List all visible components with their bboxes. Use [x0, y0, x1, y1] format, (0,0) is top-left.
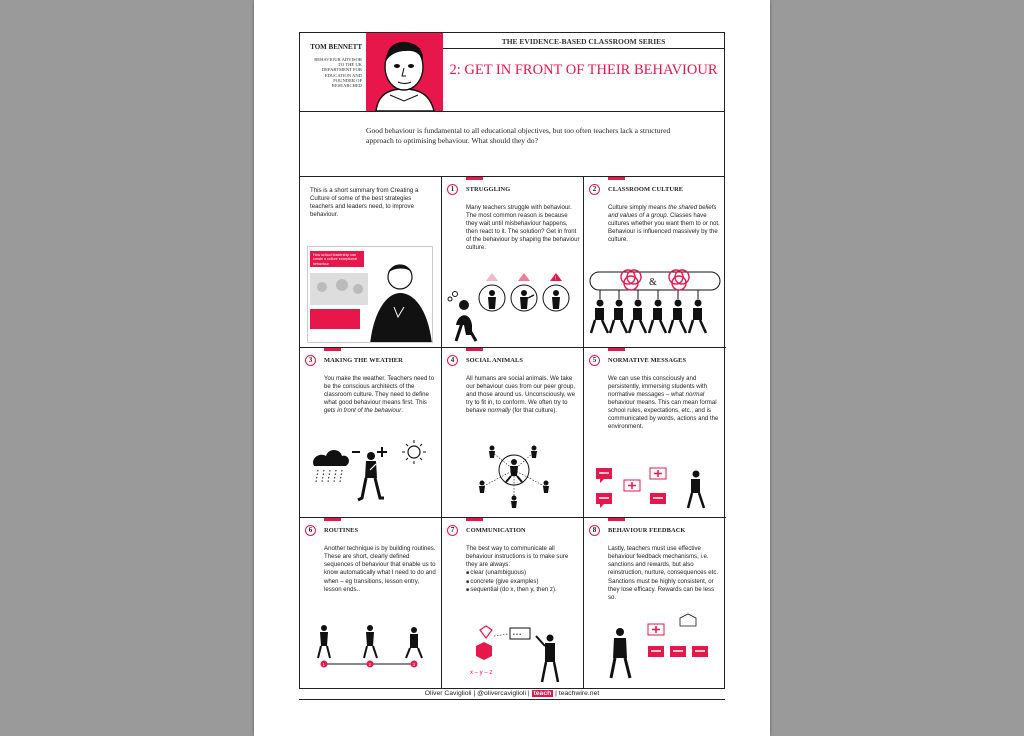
cell-struggling [442, 177, 584, 348]
cell-title: MAKING THE WEATHER [324, 356, 403, 364]
communication-illustration [442, 518, 584, 689]
speech-bubble-icon [596, 468, 612, 483]
list-item: ■ concrete (give examples) [466, 578, 580, 586]
svg-text:!: ! [555, 276, 557, 282]
footer-separator: | [527, 690, 532, 697]
document-page [254, 0, 770, 736]
cell-body-emphasis: normally [487, 406, 511, 414]
plus-icon [377, 447, 387, 457]
cell-behaviour-feedback [584, 518, 726, 689]
gem-icon [480, 626, 492, 638]
sequence-label: x – y – z [470, 670, 493, 677]
step-number: 4 [447, 355, 458, 366]
series-name: THE EVIDENCE-BASED CLASSROOM SERIES [501, 37, 666, 46]
cell-body-text: The best way to communicate all behaviour instructions is to make sure they are always: [466, 545, 569, 569]
cell-title: CLASSROOM CULTURE [608, 186, 684, 193]
poster-header [299, 32, 725, 112]
struggling-illustration [442, 177, 584, 348]
summary-cell [300, 177, 442, 348]
step-label: 1 [322, 662, 326, 668]
cell-title: BEHAVIOUR FEEDBACK [608, 527, 686, 535]
cell-title: STRUGGLING [466, 186, 511, 193]
list-item: ■ sequential (do x, then y, then z). [466, 586, 580, 594]
intro-text: Good behaviour is fundamental to all educational objectives, but too often teachers lack a structured approach to optimising behaviour. What should they do? [366, 126, 671, 145]
step-number: 8 [589, 525, 600, 536]
cell-body: Another technique is by building routines. These are short, clearly defined sequences of behaviour that enable us to know automatically what I need to do and when – eg transitions, lesson entry, lesson ends.. [324, 545, 436, 593]
cell-body-text: Culture simply means [608, 204, 669, 211]
cell-body-text: behaviour means. This can mean formal school rules, expectations, etc., and is communicated by words, actions and the environment. [608, 398, 719, 431]
cell-body: Lastly, teachers must use effective behaviour feedback mechanisms, i.e. sanctions and rewards, but also reinstruction, nurture, consequences etc. Sanctions must be highly consistent, or they lose efficacy. Rewards can be less so. [608, 545, 719, 601]
teach-logo: teach [533, 690, 552, 697]
author-name: TOM BENNETT [310, 43, 362, 51]
cell-body-text: . [401, 406, 403, 414]
summary-text: This is a short summary from Creating a Culture of some of the best strategies teachers and leaders need, to improve behaviour. [310, 187, 419, 219]
cell-body-text: . Classes have cultures whether you want them to or not. Behaviour is influenced massively by the culture. [608, 212, 720, 244]
footer-separator: | [555, 690, 559, 697]
footer-site: teachwire.net [558, 690, 600, 697]
sun-icon [402, 440, 426, 464]
step-number: 7 [447, 525, 458, 536]
cell-routines [300, 518, 442, 689]
cell-title: COMMUNICATION [466, 527, 526, 535]
cell-body-text: All humans are social animals. We take our behaviour cues from our peer group, and those around us. Unconsciously, we try to fit in, to conform. We often try to behave [466, 374, 576, 414]
step-label: 3 [412, 662, 416, 668]
routines-illustration [300, 518, 442, 689]
svg-text:• • •: • • • [513, 632, 522, 639]
cell-classroom-culture [584, 177, 726, 348]
book-cover [307, 246, 433, 343]
cell-communication [442, 518, 584, 689]
cell-body-emphasis: the shared beliefs and values of a group [608, 204, 717, 220]
feedback-illustration [584, 518, 726, 689]
cell-body: Many teachers struggle with behaviour. The most common reason is because they wait until misbehaviour happens, then react to it. The solution? Get in front of the behaviour by shaping the behaviour culture. [466, 204, 580, 252]
social-illustration [442, 348, 584, 519]
list-item: ■ clear (unambiguous) [466, 569, 580, 577]
poster [299, 32, 725, 702]
weather-illustration [300, 348, 442, 519]
messages-illustration [584, 348, 726, 519]
footer-separator: | [473, 690, 478, 697]
portrait-drawing [366, 33, 443, 111]
step-label: 2 [368, 662, 372, 668]
footer-handle: @olivercaviglioli [477, 690, 526, 697]
page-title: 2: GET IN FRONT OF THEIR BEHAVIOUR [449, 62, 718, 78]
divider [443, 48, 725, 49]
step-number: 1 [447, 184, 458, 195]
step-number: 5 [589, 355, 600, 366]
cell-body-text: We can use this consciously and persistently, immersing students with normative messages – what [608, 374, 708, 398]
content-grid [299, 177, 725, 689]
cell-body-text: (for that culture). [510, 406, 558, 414]
culture-illustration [584, 177, 726, 348]
cell-title: NORMATIVE MESSAGES [608, 356, 687, 364]
cell-title: SOCIAL ANIMALS [466, 356, 523, 364]
cell-social-animals [442, 348, 584, 519]
ampersand: & [649, 277, 657, 288]
cell-body-emphasis: normal [685, 390, 705, 398]
intro-panel [299, 112, 725, 177]
footer-author: Oliver Caviglioli [424, 690, 472, 697]
book-banner: How school leadership can create a culture exceptional behaviour [310, 251, 364, 267]
step-number: 3 [305, 355, 316, 366]
box-icon [476, 642, 492, 660]
cell-body-text: You make the weather. Teachers need to be the conscious architects of the classroom culture. They need to define what good behaviour means first. This [324, 374, 435, 406]
author-block [300, 33, 366, 111]
cell-normative-messages [584, 348, 726, 519]
footer [299, 687, 725, 700]
cell-body-emphasis: gets in front of the behaviour [324, 406, 402, 414]
step-number: 2 [589, 184, 600, 195]
book-cover-art [308, 247, 433, 343]
cell-making-the-weather [300, 348, 442, 519]
cloud-icon [313, 450, 349, 466]
author-portrait [366, 33, 443, 111]
step-number: 6 [305, 525, 316, 536]
author-bio: BEHAVIOUR ADVISOR TO THE UK DEPARTMENT FOR EDUCATION AND FOUNDER OF RESEARCHED [314, 57, 362, 89]
cell-title: ROUTINES [324, 527, 359, 535]
